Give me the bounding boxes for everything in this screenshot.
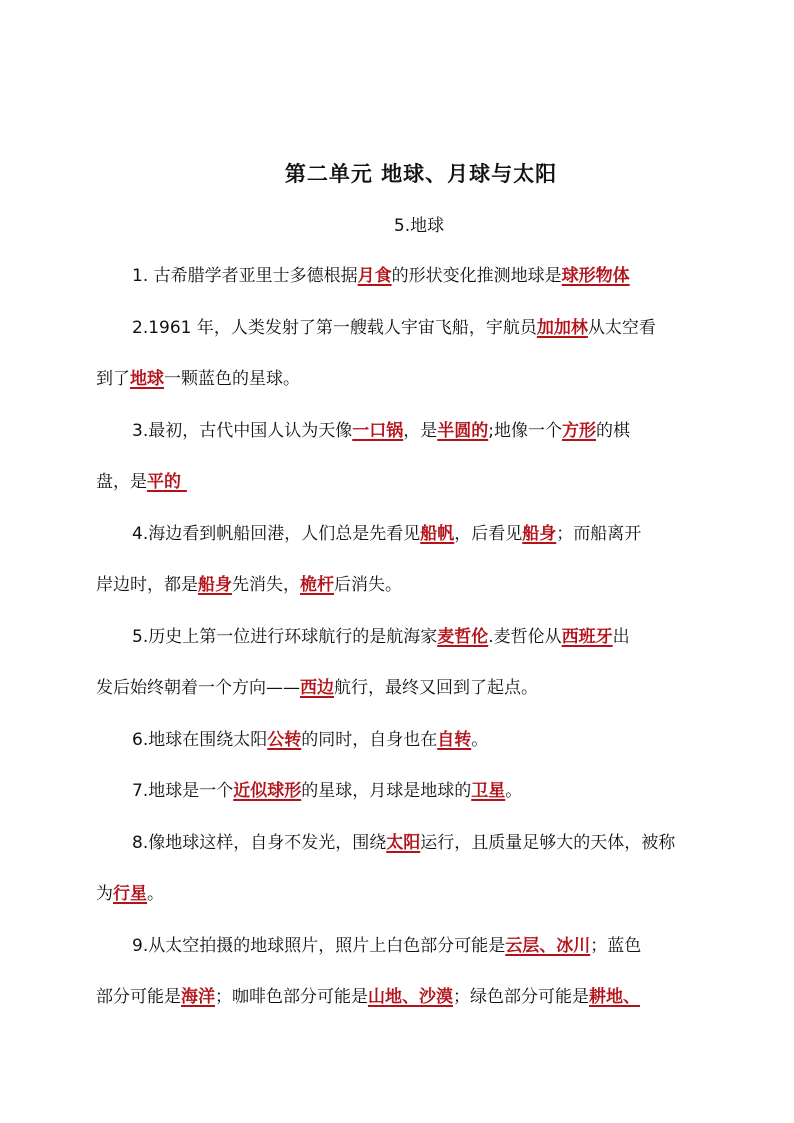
q5-answer-2: 西班牙 <box>561 627 613 647</box>
q5-text-3: 出 <box>612 627 630 647</box>
question-4-line-1 <box>132 522 641 546</box>
q6-answer-1: 公转 <box>267 730 302 750</box>
question-9-line-1 <box>132 934 641 958</box>
q6-text-2: 的同时，自身也在 <box>301 730 438 750</box>
q4-text-2: ，后看见 <box>454 524 523 544</box>
q9-answer-2: 海洋 <box>181 987 215 1007</box>
q2-text-3: 到了 <box>96 369 130 389</box>
q3-answer-4: 平的 <box>147 472 181 492</box>
q7-answer-2: 卫星 <box>471 781 506 801</box>
question-5-line-1 <box>132 625 630 649</box>
q3-text: 3.最初，古代中国人认为天像 <box>132 421 353 441</box>
q9-answer-4: 耕地、 <box>589 987 640 1007</box>
q3-text-2: ，是 <box>403 421 438 441</box>
q4-answer-4: 桅杆 <box>300 575 334 595</box>
question-3-line-1 <box>132 419 630 443</box>
q1-answer-1: 月食 <box>357 266 392 286</box>
question-4-line-2 <box>96 573 402 597</box>
unit-title: 第二单元 地球、月球与太阳 <box>284 162 558 186</box>
q6-text-3: 。 <box>471 730 489 750</box>
q5-answer-3: 西边 <box>300 678 334 698</box>
q3-text-4: 的棋 <box>595 421 630 441</box>
q5-answer-1: 麦哲伦 <box>437 627 489 647</box>
q2-text-2: 从太空看 <box>587 318 656 338</box>
question-9-line-2 <box>96 985 640 1009</box>
q4-answer-2: 船身 <box>522 524 557 544</box>
q4-text: 4.海边看到帆船回港，人们总是先看见 <box>132 524 421 544</box>
q8-text: 8.像地球这样，自身不发光，围绕 <box>132 833 387 853</box>
q9-text-2: ；蓝色 <box>590 936 642 956</box>
question-3-line-2 <box>96 470 195 494</box>
q5-text-5: 航行，最终又回到了起点。 <box>334 678 538 698</box>
q4-text-3: ；而船离开 <box>556 524 642 544</box>
q3-answer-4-blank <box>181 470 195 494</box>
q8-answer-1: 太阳 <box>386 833 421 853</box>
q8-text-4: 。 <box>147 884 164 904</box>
q7-text-3: 。 <box>505 781 523 801</box>
q4-text-6: 后消失。 <box>334 575 402 595</box>
q2-text: 2.1961 年，人类发射了第一艘载人宇宙飞船，宇航员 <box>132 318 537 338</box>
q3-answer-1: 一口锅 <box>352 421 404 441</box>
q9-text-3: 部分可能是 <box>96 987 181 1007</box>
q9-text: 9.从太空拍摄的地球照片，照片上白色部分可能是 <box>132 936 506 956</box>
q9-text-5: ；绿色部分可能是 <box>453 987 589 1007</box>
q4-text-4: 岸边时，都是 <box>96 575 198 595</box>
q2-answer-2: 地球 <box>130 369 164 389</box>
q4-answer-3: 船身 <box>198 575 232 595</box>
q5-text-4: 发后始终朝着一个方向—— <box>96 678 300 698</box>
q6-text: 6.地球在围绕太阳 <box>132 730 268 750</box>
q8-text-3: 为 <box>96 884 113 904</box>
q8-text-2: 运行，且质量足够大的天体，被称 <box>420 833 676 853</box>
question-5-line-2 <box>96 676 538 700</box>
question-6 <box>132 728 488 752</box>
lesson-title: 5.地球 <box>393 216 445 236</box>
q1-text: 1. 古希腊学者亚里士多德根据 <box>132 266 358 286</box>
q9-answer-3: 山地、沙漠 <box>368 987 453 1007</box>
question-7 <box>132 779 522 803</box>
q5-text-2: .麦哲伦从 <box>488 627 562 647</box>
q6-answer-2: 自转 <box>437 730 472 750</box>
q2-text-4: 一颗蓝色的星球。 <box>164 369 300 389</box>
q8-answer-2: 行星 <box>113 884 147 904</box>
q7-text: 7.地球是一个 <box>132 781 234 801</box>
q3-answer-2: 半圆的 <box>437 421 489 441</box>
q7-text-2: 的星球，月球是地球的 <box>301 781 472 801</box>
q7-answer-1: 近似球形 <box>233 781 302 801</box>
q3-text-5: 盘，是 <box>96 472 147 492</box>
q9-text-4: ；咖啡色部分可能是 <box>215 987 368 1007</box>
question-8-line-2 <box>96 882 164 906</box>
q3-answer-3: 方形 <box>561 421 596 441</box>
question-2-line-2 <box>96 367 300 391</box>
q5-text: 5.历史上第一位进行环球航行的是航海家 <box>132 627 438 647</box>
question-8-line-1 <box>132 831 675 855</box>
q1-answer-2: 球形物体 <box>561 266 630 286</box>
q3-text-3: ;地像一个 <box>488 421 562 441</box>
q2-answer-1: 加加林 <box>536 318 588 338</box>
question-2-line-1 <box>132 316 656 340</box>
question-1 <box>132 264 630 288</box>
q9-answer-1: 云层、冰川 <box>505 936 591 956</box>
q1-text-2: 的形状变化推测地球是 <box>391 266 562 286</box>
q4-answer-1: 船帆 <box>420 524 455 544</box>
q4-text-5: 先消失， <box>232 575 300 595</box>
